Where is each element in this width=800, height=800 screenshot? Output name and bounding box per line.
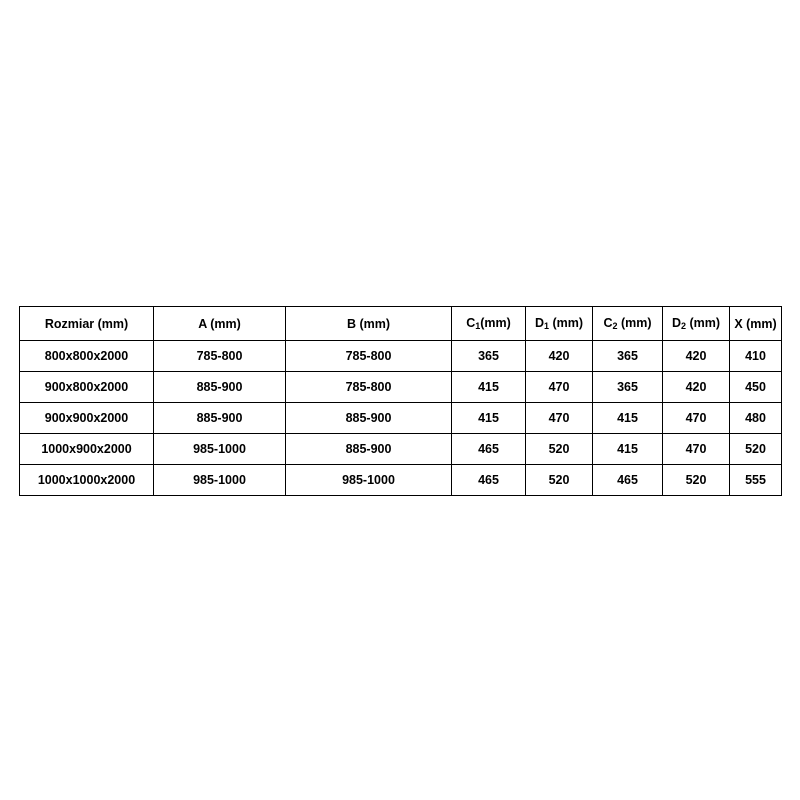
cell-x: 450: [730, 372, 782, 403]
table-row: [20, 341, 782, 372]
spec-table-container: [19, 306, 781, 496]
cell-size: 1000x1000x2000: [20, 465, 154, 496]
cell-b: 885-900: [286, 403, 452, 434]
cell-b: 785-800: [286, 341, 452, 372]
table-row: [20, 372, 782, 403]
cell-c2: 465: [593, 465, 663, 496]
cell-x: 555: [730, 465, 782, 496]
cell-c2: 365: [593, 341, 663, 372]
cell-b: 885-900: [286, 434, 452, 465]
dimensions-table: [19, 306, 782, 496]
column-header-unit: (mm): [617, 316, 652, 330]
cell-c1: 415: [452, 372, 526, 403]
cell-x: 520: [730, 434, 782, 465]
column-header-rozmiar: [20, 307, 154, 341]
cell-a: 885-900: [154, 372, 286, 403]
column-header-a: [154, 307, 286, 341]
column-header-unit: (mm): [480, 316, 511, 330]
cell-d1: 470: [526, 403, 593, 434]
cell-c1: 365: [452, 341, 526, 372]
column-header-text: C: [603, 316, 613, 330]
column-header-c2: [593, 307, 663, 341]
cell-a: 985-1000: [154, 465, 286, 496]
cell-a: 785-800: [154, 341, 286, 372]
column-header-text: X (mm): [734, 316, 777, 331]
table-row: [20, 403, 782, 434]
table-header-row: [20, 307, 782, 341]
column-header-subscript: 1: [543, 321, 549, 331]
cell-d2: 420: [663, 372, 730, 403]
cell-c2: 365: [593, 372, 663, 403]
table-row: [20, 465, 782, 496]
column-header-unit: (mm): [549, 316, 584, 330]
cell-d1: 520: [526, 434, 593, 465]
cell-c2: 415: [593, 403, 663, 434]
cell-d2: 420: [663, 341, 730, 372]
column-header-text: D: [534, 316, 544, 330]
cell-c1: 465: [452, 434, 526, 465]
cell-b: 985-1000: [286, 465, 452, 496]
cell-x: 410: [730, 341, 782, 372]
column-header-d1: [526, 307, 593, 341]
column-header-subscript: 1: [475, 321, 481, 331]
table-row: [20, 434, 782, 465]
cell-d2: 470: [663, 403, 730, 434]
cell-c1: 415: [452, 403, 526, 434]
cell-b: 785-800: [286, 372, 452, 403]
column-header-text: C: [466, 316, 476, 330]
cell-size: 800x800x2000: [20, 341, 154, 372]
cell-x: 480: [730, 403, 782, 434]
cell-d2: 520: [663, 465, 730, 496]
cell-d2: 470: [663, 434, 730, 465]
cell-size: 900x800x2000: [20, 372, 154, 403]
cell-size: 1000x900x2000: [20, 434, 154, 465]
column-header-x: [730, 307, 782, 341]
column-header-d2: [663, 307, 730, 341]
column-header-unit: (mm): [686, 316, 721, 330]
column-header-text: Rozmiar (mm): [44, 316, 129, 331]
cell-size: 900x900x2000: [20, 403, 154, 434]
cell-c1: 465: [452, 465, 526, 496]
cell-d1: 470: [526, 372, 593, 403]
column-header-text: A (mm): [198, 316, 241, 331]
cell-c2: 415: [593, 434, 663, 465]
column-header-text: D: [671, 316, 681, 330]
column-header-subscript: 2: [612, 321, 618, 331]
column-header-subscript: 2: [680, 321, 686, 331]
cell-a: 885-900: [154, 403, 286, 434]
cell-d1: 520: [526, 465, 593, 496]
cell-d1: 420: [526, 341, 593, 372]
cell-a: 985-1000: [154, 434, 286, 465]
column-header-c1: [452, 307, 526, 341]
column-header-b: [286, 307, 452, 341]
column-header-text: B (mm): [346, 316, 391, 331]
